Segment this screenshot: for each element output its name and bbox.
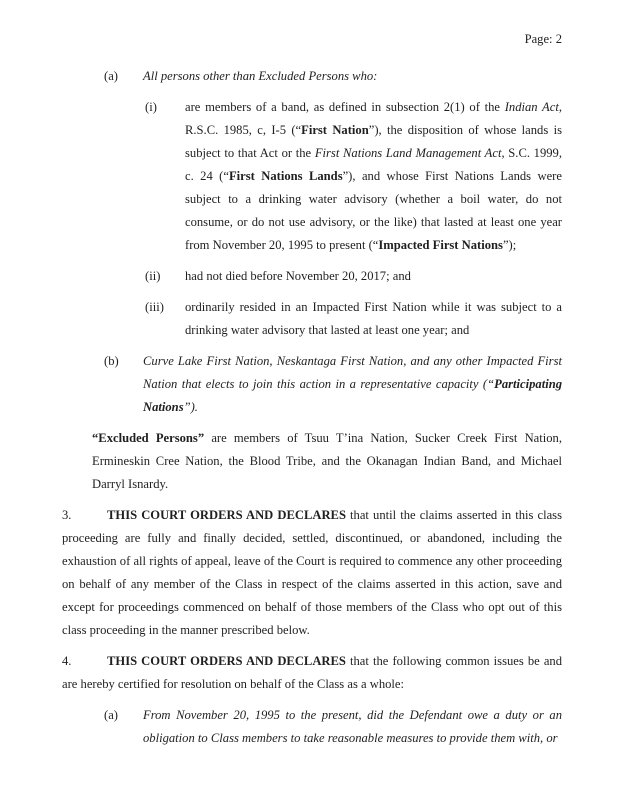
clause-i [62,96,562,257]
clause-i-text: are members of a band, as defined in subsection 2(1) of the Indian Act, R.S.C. 1985, c, I-5 (“First Nation”), the disposition of whose lands is subject to that Act or the First Nations Land Management Act, S.C. 1999, c. 24 (“First Nations Lands”), and whose First Nations Lands were subject to a drinking water advisory (whether a boil water, do not consume, or do not use advisory, or the like) that lasted at least one year from November 20, 1995 to present (“Impacted First Nations”); [185,100,563,252]
paragraph-a-text: All persons other than Excluded Persons who: [143,69,378,83]
clause-i-label: (i) [145,100,157,114]
clause-iii-label: (iii) [145,300,164,314]
clause-ii-text: had not died before November 20, 2017; and [185,269,411,283]
common-issue-a-text: From November 20, 1995 to the present, did the Defendant owe a duty or an obligation to Class members to take reasonable measures to provide them with, or [143,708,562,745]
paragraph-a [62,65,562,88]
paragraph-b-label: (b) [104,354,119,368]
order-paragraph-4 [62,650,562,696]
order-paragraph-3 [62,504,562,642]
order-paragraph-3-number: 3. [62,508,72,522]
paragraph-b [62,350,562,419]
clause-ii [62,265,562,288]
paragraph-b-text: Curve Lake First Nation, Neskantaga First Nation, and any other Impacted First Nation that elects to join this action in a representative capacity (“Participating Nations”). [143,354,562,414]
page-number: Page: 2 [524,32,562,46]
order-paragraph-4-number: 4. [62,654,72,668]
clause-iii-text: ordinarily resided in an Impacted First Nation while it was subject to a drinking water advisory that lasted at least one year; and [185,300,562,337]
paragraph-a-label: (a) [104,69,118,83]
clause-iii [62,296,562,342]
order-paragraph-3-text: THIS COURT ORDERS AND DECLARES that until the claims asserted in this class proceeding are fully and finally decided, settled, discontinued, or abandoned, including the exhaustion of all rights of appeal, leave of the Court is required to commence any other proceeding on behalf of any member of the Class in respect of the claims asserted in this action, save and except for proceedings commenced on behalf of those members of the Class who opt out of this class proceeding in the manner prescribed below. [62,508,562,637]
excluded-persons-definition: “Excluded Persons” are members of Tsuu T’ina Nation, Sucker Creek First Nation, Ermineskin Cree Nation, the Blood Tribe, and the Okanagan Indian Band, and Michael Darryl Isnardy. [92,431,563,491]
order-paragraph-4-text: THIS COURT ORDERS AND DECLARES that the following common issues be and are hereby certified for resolution on behalf of the Class as a whole: [62,654,562,691]
common-issue-a [62,704,562,750]
common-issue-a-label: (a) [104,708,118,722]
clause-ii-label: (ii) [145,269,161,283]
